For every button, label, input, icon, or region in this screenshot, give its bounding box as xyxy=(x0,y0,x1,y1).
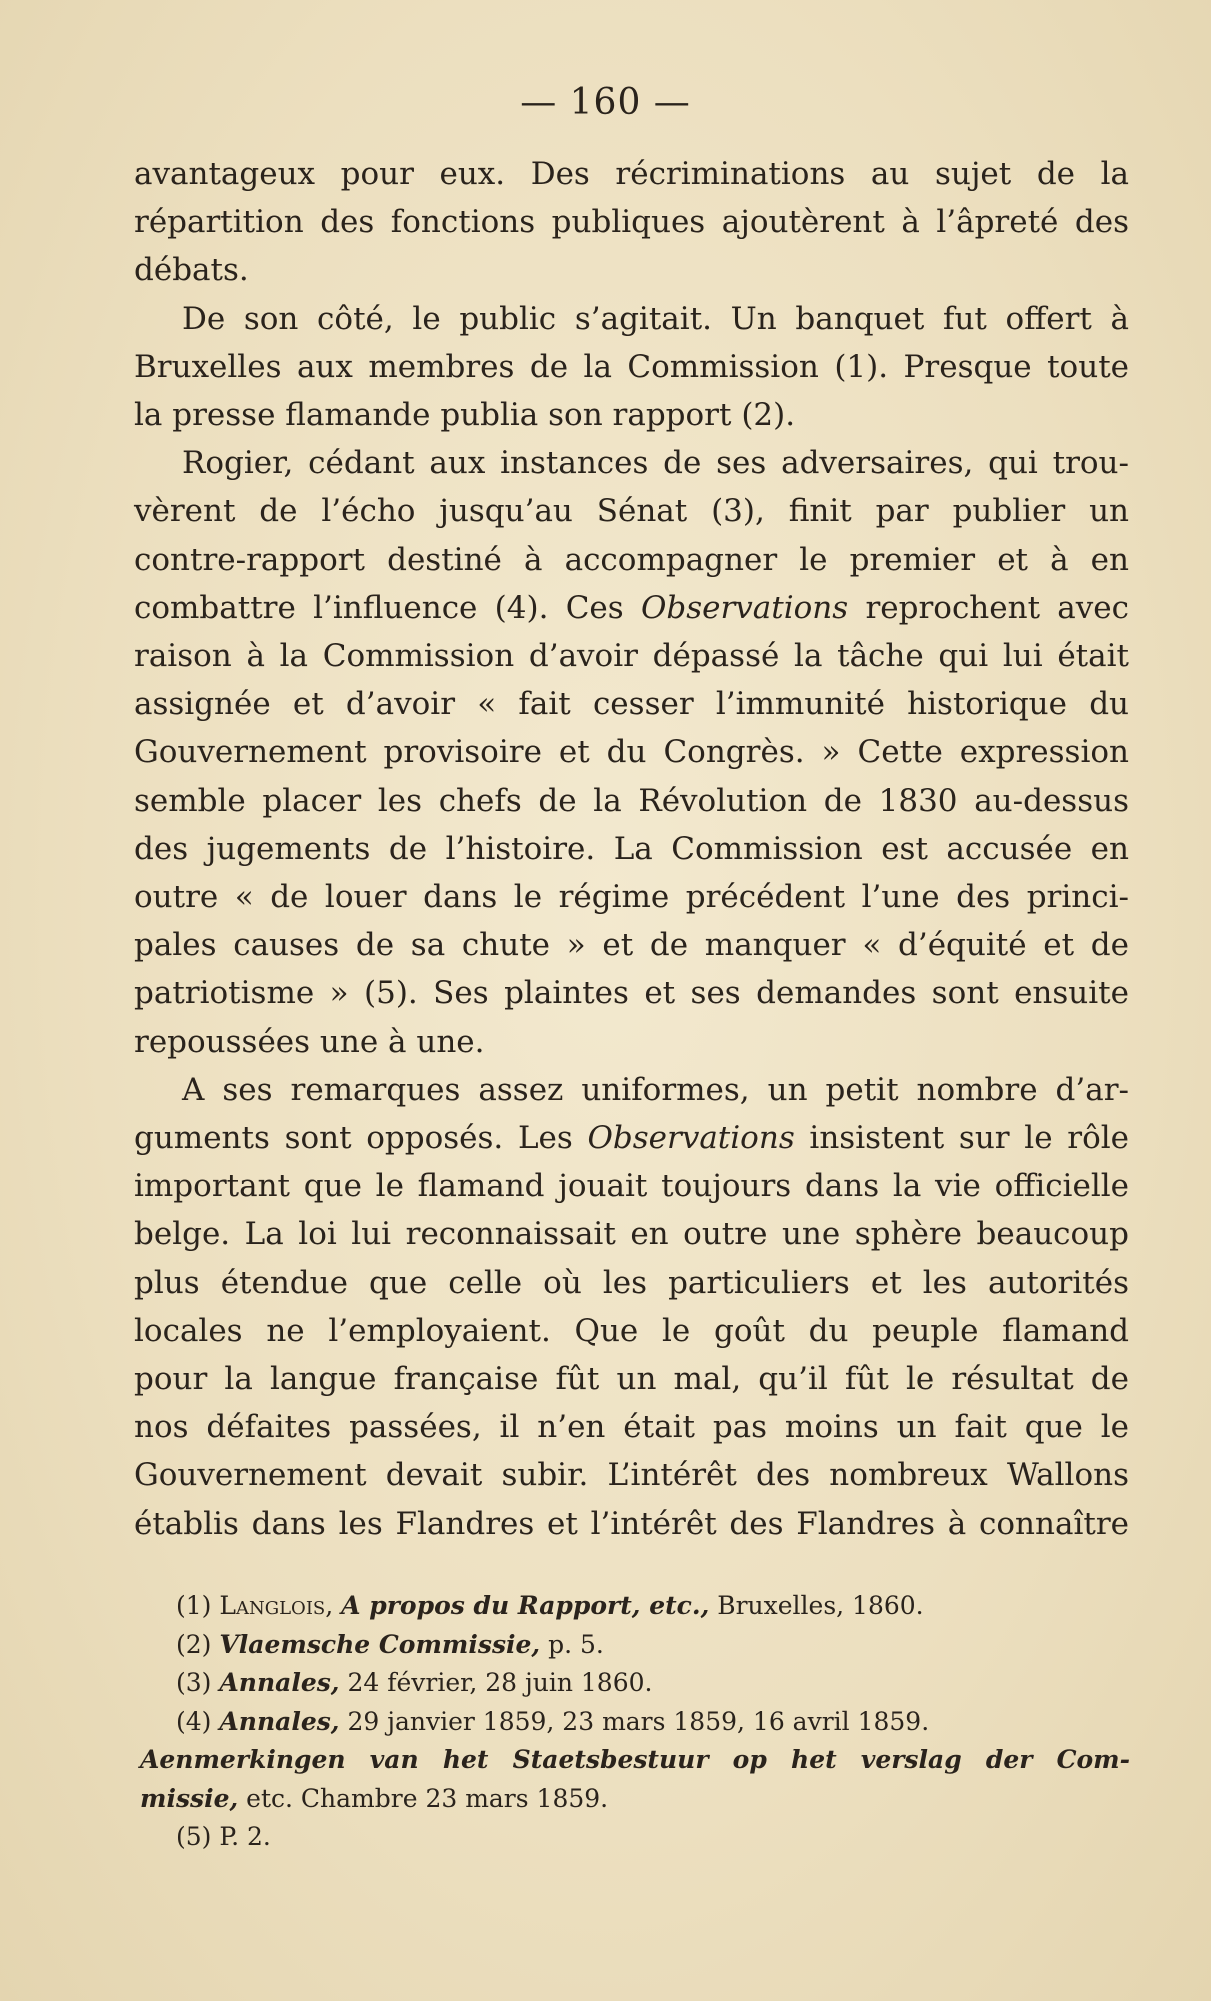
footnote-title: A propos du Rapport, etc., xyxy=(341,1591,710,1620)
text-line: pour la langue française fût un mal, qu’il fût le résultat de xyxy=(134,1361,1129,1398)
text-line: vèrent de l’écho jusqu’au Sénat (3), finit par publier un xyxy=(134,493,1129,530)
body-text xyxy=(134,150,1129,1548)
text-line xyxy=(134,584,1129,632)
footnote-4-continuation xyxy=(140,1780,1130,1819)
text-line: établis dans les Flandres et l’intérêt des Flandres à connaître xyxy=(134,1505,1129,1542)
footnote-title: missie, xyxy=(140,1783,239,1813)
text-line: la presse flamande publia son rapport (2). xyxy=(134,397,796,434)
footnote-title: Aenmerkingen van het Staetsbestuur op het verslag der Com- xyxy=(140,1745,1130,1774)
text-run: reprochent avec xyxy=(848,589,1130,626)
page-number: — 160 — xyxy=(520,82,691,123)
italic-title: Observations xyxy=(587,1120,795,1157)
text-run: insistent sur le rôle xyxy=(794,1120,1129,1157)
text-run: combattre l’influence (4). Ces xyxy=(134,589,641,626)
text-line: Rogier, cédant aux instances de ses adversaires, qui trou- xyxy=(182,445,1129,482)
text-line: pales causes de sa chute » et de manquer « d’équité et de xyxy=(134,927,1129,964)
footnotes xyxy=(140,1587,1130,1857)
footnote-4-continuation xyxy=(140,1741,1130,1780)
footnote-4 xyxy=(140,1703,1130,1742)
text-line: plus étendue que celle où les particuliers et les autorités xyxy=(134,1264,1129,1301)
footnote-text: 29 janvier 1859, 23 mars 1859, 16 avril 1859. xyxy=(339,1706,930,1736)
text-line: Gouvernement provisoire et du Congrès. » Cette expression xyxy=(134,734,1129,771)
footnote-marker: (1) xyxy=(176,1591,212,1620)
footnote-text: 24 février, 28 juin 1860. xyxy=(339,1668,653,1697)
text-line: important que le flamand jouait toujours dans la vie officielle xyxy=(134,1168,1129,1205)
text-line: belge. La loi lui reconnaissait en outre une sphère beaucoup xyxy=(134,1216,1129,1253)
footnote-title: Annales, xyxy=(219,1706,340,1736)
text-line: Gouvernement devait subir. L’intérêt des nombreux Wallons xyxy=(134,1457,1129,1494)
text-run: guments sont opposés. Les xyxy=(134,1120,588,1157)
footnote-title: Vlaemsche Commissie, xyxy=(219,1629,541,1659)
footnote-marker: (5) xyxy=(176,1822,212,1851)
text-line: locales ne l’employaient. Que le goût du peuple flamand xyxy=(134,1312,1129,1349)
footnote-author: Langlois, xyxy=(219,1591,334,1620)
text-line: répartition des fonctions publiques ajoutèrent à l’âpreté des xyxy=(134,204,1129,241)
footnote-5 xyxy=(140,1818,1130,1857)
footnote-text: Bruxelles, 1860. xyxy=(709,1591,924,1620)
footnote-marker: (2) xyxy=(176,1629,212,1659)
italic-title: Observations xyxy=(640,589,849,626)
footnote-title: Annales, xyxy=(219,1668,340,1697)
text-line: repoussées une à une. xyxy=(134,1023,485,1060)
text-line: A ses remarques assez uniformes, un petit nombre d’ar- xyxy=(182,1071,1129,1108)
text-line: outre « de louer dans le régime précédent l’une des princi- xyxy=(134,879,1129,916)
text-line: débats. xyxy=(134,252,249,289)
footnote-1 xyxy=(140,1587,1130,1626)
text-line: patriotisme » (5). Ses plaintes et ses demandes sont ensuite xyxy=(134,975,1129,1012)
text-line: Bruxelles aux membres de la Commission (1). Presque toute xyxy=(134,348,1129,385)
text-line: assignée et d’avoir « fait cesser l’immunité historique du xyxy=(134,686,1129,723)
footnote-marker: (3) xyxy=(176,1668,212,1697)
footnote-text: etc. Chambre 23 mars 1859. xyxy=(238,1783,609,1813)
text-line xyxy=(134,1114,1129,1162)
footnote-3 xyxy=(140,1664,1130,1703)
footnote-2 xyxy=(140,1626,1130,1665)
text-line: contre-rapport destiné à accompagner le premier et à en xyxy=(134,541,1129,578)
text-line: nos défaites passées, il n’en était pas moins un fait que le xyxy=(134,1409,1129,1446)
text-line: avantageux pour eux. Des récriminations au sujet de la xyxy=(134,156,1129,192)
footnote-marker: (4) xyxy=(176,1706,212,1736)
text-line: De son côté, le public s’agitait. Un banquet fut offert à xyxy=(182,300,1129,337)
text-line: semble placer les chefs de la Révolution de 1830 au-dessus xyxy=(134,782,1129,819)
text-line: raison à la Commission d’avoir dépassé la tâche qui lui était xyxy=(134,638,1129,675)
footnote-text: p. 5. xyxy=(540,1629,604,1659)
footnote-text: P. 2. xyxy=(211,1822,271,1851)
text-line: des jugements de l’histoire. La Commission est accusée en xyxy=(134,830,1129,867)
